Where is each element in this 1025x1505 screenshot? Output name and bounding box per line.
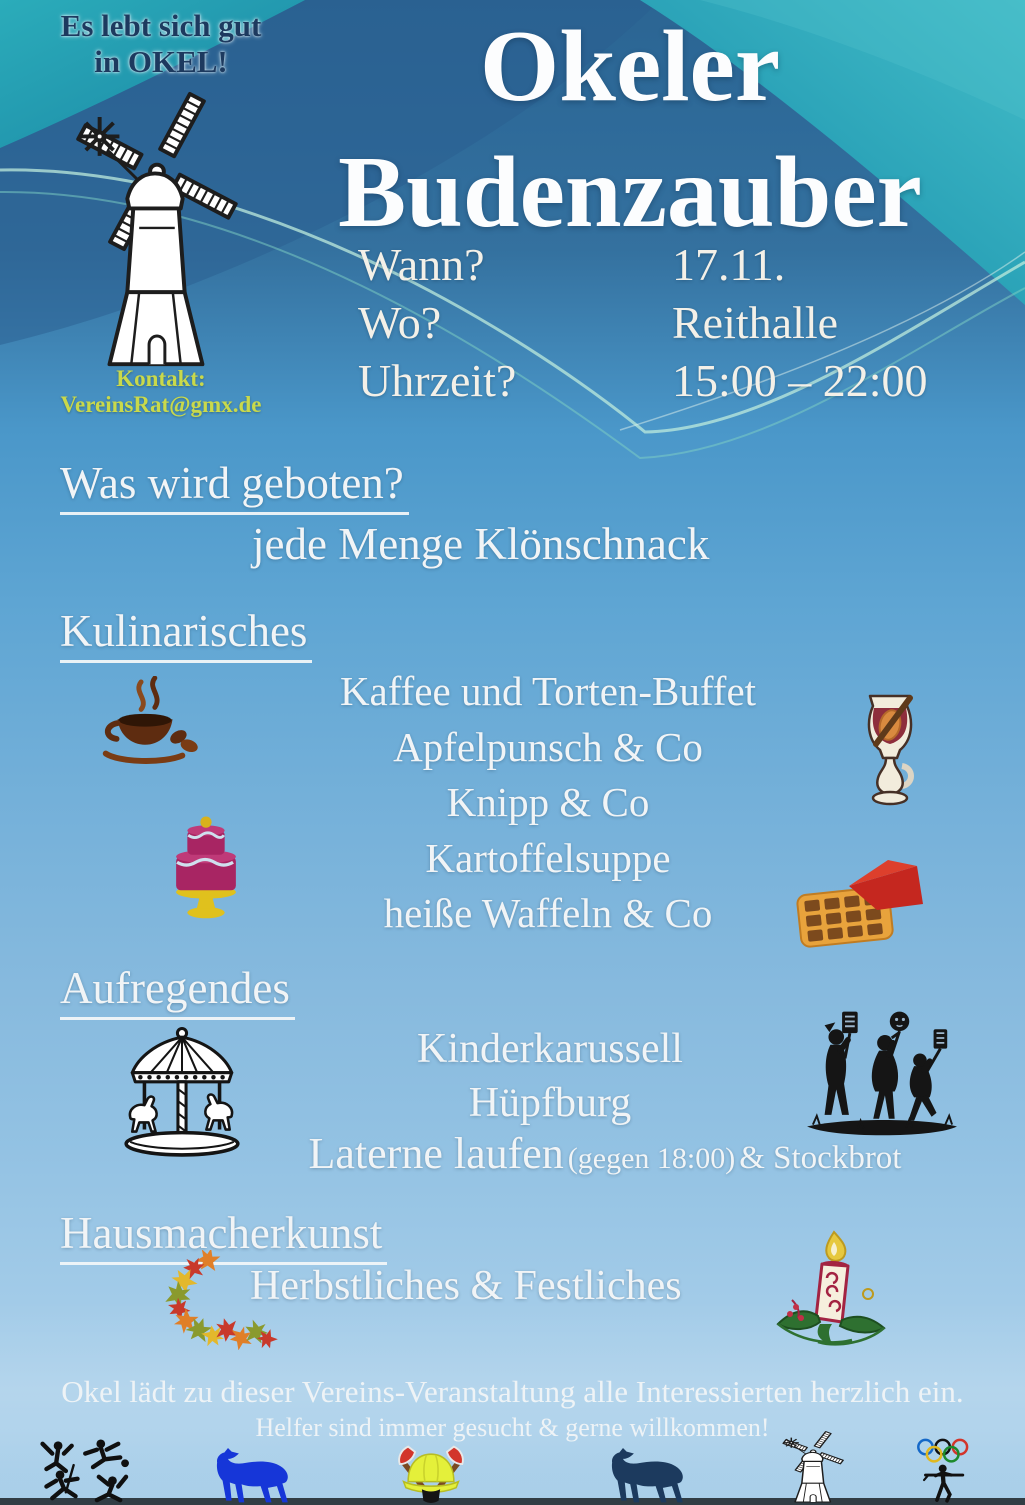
menu-item: Apfelpunsch & Co xyxy=(393,723,703,770)
offered-heading: Was wird geboten? xyxy=(60,458,409,515)
section-offered xyxy=(60,458,409,508)
contact-label: Kontakt: xyxy=(116,366,206,391)
slogan-line2: in OKEL! xyxy=(94,44,228,79)
kulinarisches-heading: Kulinarisches xyxy=(60,606,312,663)
fire-helmet-icon xyxy=(386,1442,476,1505)
candle-icon xyxy=(768,1230,906,1354)
poster-title-line1: Okeler xyxy=(479,10,781,123)
activity-item: Hüpfburg xyxy=(468,1080,632,1126)
blue-horse-icon xyxy=(211,1448,303,1505)
menu-item: Kartoffelsuppe xyxy=(425,834,671,881)
detail-value-place: Reithalle xyxy=(672,297,839,348)
contact-email: VereinsRat@gmx.de xyxy=(60,392,262,417)
windmill-small-icon xyxy=(780,1428,844,1504)
hausmacherkunst-heading: Hausmacherkunst xyxy=(60,1208,387,1265)
detail-label-uhrzeit: Uhrzeit? xyxy=(358,355,517,406)
detail-value-date: 17.11. xyxy=(672,239,786,290)
section-aufregendes xyxy=(60,963,295,1013)
hausmacherkunst-item: Herbstliches & Festliches xyxy=(250,1263,682,1309)
footer-invitation: Okel lädt zu dieser Vereins-Veranstaltung alle Interessierten herzlich ein. xyxy=(61,1374,964,1409)
kulinarisches-items xyxy=(228,664,868,942)
coffee-icon xyxy=(92,676,200,786)
detail-label-wo: Wo? xyxy=(358,297,442,348)
slogan-line1: Es lebt sich gut xyxy=(60,8,262,43)
laterne-line xyxy=(205,1128,1005,1179)
poster-title-line2: Budenzauber xyxy=(338,136,922,249)
menu-item: heiße Waffeln & Co xyxy=(383,890,713,936)
activity-item: Kinderkarussell xyxy=(417,1026,683,1072)
menu-item: Kaffee und Torten-Buffet xyxy=(339,668,757,714)
laterne-note: (gegen 18:00) xyxy=(567,1142,736,1175)
windmill-logo-icon xyxy=(70,80,238,372)
menu-item: Knipp & Co xyxy=(446,779,650,825)
detail-value-time: 15:00 – 22:00 xyxy=(672,355,928,406)
olympic-shooter-icon xyxy=(914,1436,980,1504)
offered-subline: jede Menge Klönschnack xyxy=(252,519,710,569)
laterne-main: Laterne laufen xyxy=(308,1129,564,1178)
gymnasts-icon xyxy=(30,1438,158,1504)
aufregendes-items xyxy=(240,1022,860,1130)
footer-helpers: Helfer sind immer gesucht & gerne willkommen! xyxy=(255,1413,770,1442)
detail-label-wann: Wann? xyxy=(358,239,485,290)
section-kulinarisches xyxy=(60,606,312,656)
dark-horse-icon xyxy=(606,1448,698,1505)
contact-block xyxy=(28,366,294,418)
aufregendes-heading: Aufregendes xyxy=(60,963,295,1020)
laterne-suffix: & Stockbrot xyxy=(739,1140,902,1176)
